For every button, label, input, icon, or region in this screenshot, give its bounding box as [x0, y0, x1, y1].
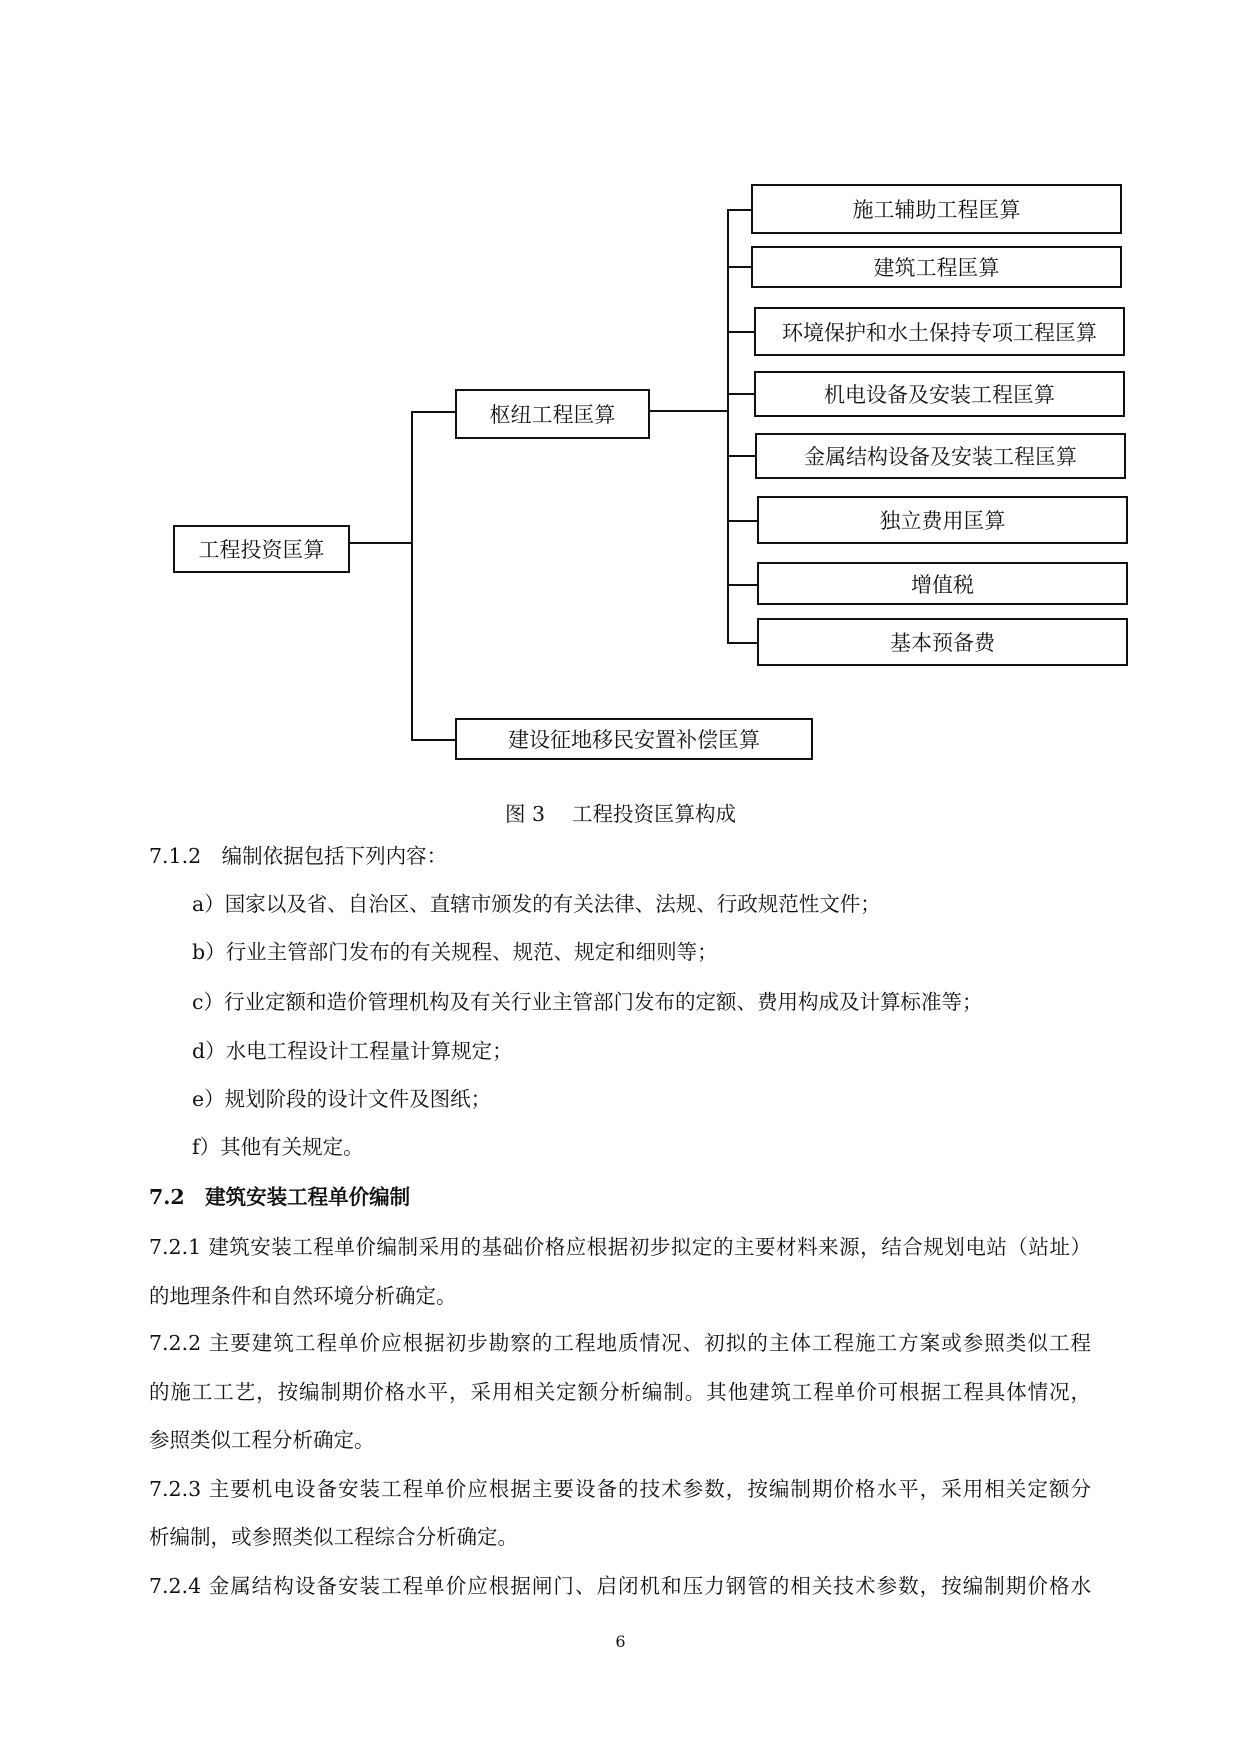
- node-label: 独立费用匡算: [879, 509, 1006, 533]
- paragraph-line: 7.2.2 主要建筑工程单价应根据初步勘察的工程地质情况、初拟的主体工程施工方案或参照类似工程: [149, 1331, 1091, 1355]
- node-child: [751, 246, 1122, 288]
- list-item: c）行业定额和造价管理机构及有关行业主管部门发布的定额、费用构成及计算标准等；: [192, 990, 983, 1014]
- node-child: [751, 184, 1122, 234]
- node-hub: [455, 389, 650, 439]
- connector: [727, 331, 754, 333]
- list-item: e）规划阶段的设计文件及图纸；: [192, 1087, 492, 1111]
- connector: [727, 584, 757, 586]
- node-label: 施工辅助工程匡算: [852, 198, 1021, 222]
- node-label: 环境保护和水土保持专项工程匡算: [782, 320, 1097, 345]
- paragraph-line: 7.2.3 主要机电设备安装工程单价应根据主要设备的技术参数，按编制期价格水平，采用相关定额分: [149, 1477, 1091, 1501]
- node-label: 金属结构设备及安装工程匡算: [804, 445, 1077, 469]
- node-resettlement: [455, 718, 813, 760]
- paragraph-line: 析编制，或参照类似工程综合分析确定。: [149, 1525, 518, 1549]
- paragraph-line: 7.2.4 金属结构设备安装工程单价应根据闸门、启闭机和压力钢管的相关技术参数，按编制期价格水: [149, 1574, 1091, 1598]
- connector: [411, 411, 413, 741]
- node-label: 工程投资匡算: [198, 538, 325, 562]
- connector: [411, 739, 455, 741]
- node-label: 建设征地移民安置补偿匡算: [508, 728, 760, 752]
- connector: [650, 410, 728, 412]
- connector: [727, 642, 757, 644]
- node-child: [757, 496, 1128, 544]
- connector: [727, 209, 752, 211]
- list-item: a）国家以及省、自治区、直辖市颁发的有关法律、法规、行政规范性文件；: [192, 892, 881, 916]
- connector: [411, 411, 455, 413]
- node-label: 机电设备及安装工程匡算: [824, 383, 1055, 407]
- node-child: [754, 371, 1125, 417]
- node-child: [754, 307, 1125, 356]
- connector: [727, 209, 729, 644]
- node-label: 增值税: [911, 572, 974, 597]
- list-item: f）其他有关规定。: [192, 1135, 364, 1159]
- paragraph-line: 参照类似工程分析确定。: [149, 1428, 375, 1452]
- node-child: [755, 433, 1126, 479]
- list-item: d）水电工程设计工程量计算规定；: [192, 1039, 513, 1063]
- paragraph-line: 的地理条件和自然环境分析确定。: [149, 1284, 457, 1308]
- page-number: 6: [615, 1632, 626, 1651]
- connector: [727, 455, 755, 457]
- connector: [727, 393, 754, 395]
- paragraph-line: 的施工工艺，按编制期价格水平，采用相关定额分析编制。其他建筑工程单价可根据工程具体情况，: [149, 1380, 1091, 1404]
- section-heading-7-2: 7.2 建筑安装工程单价编制: [149, 1185, 411, 1209]
- connector: [727, 266, 752, 268]
- node-label: 建筑工程匡算: [873, 256, 1000, 280]
- connector: [350, 542, 412, 544]
- connector: [727, 520, 757, 522]
- node-label: 基本预备费: [890, 631, 995, 655]
- paragraph-line: 7.2.1 建筑安装工程单价编制采用的基础价格应根据初步拟定的主要材料来源，结合规划电站（站址）: [149, 1235, 1091, 1259]
- node-child: [757, 562, 1128, 605]
- section-7-1-2: 7.1.2 编制依据包括下列内容：: [149, 844, 448, 868]
- node-label: 枢纽工程匡算: [489, 403, 616, 427]
- node-child: [757, 618, 1128, 666]
- list-item: b）行业主管部门发布的有关规程、规范、规定和细则等；: [192, 940, 718, 964]
- figure-caption: 图 3 工程投资匡算构成: [504, 802, 737, 826]
- node-root: [173, 525, 350, 573]
